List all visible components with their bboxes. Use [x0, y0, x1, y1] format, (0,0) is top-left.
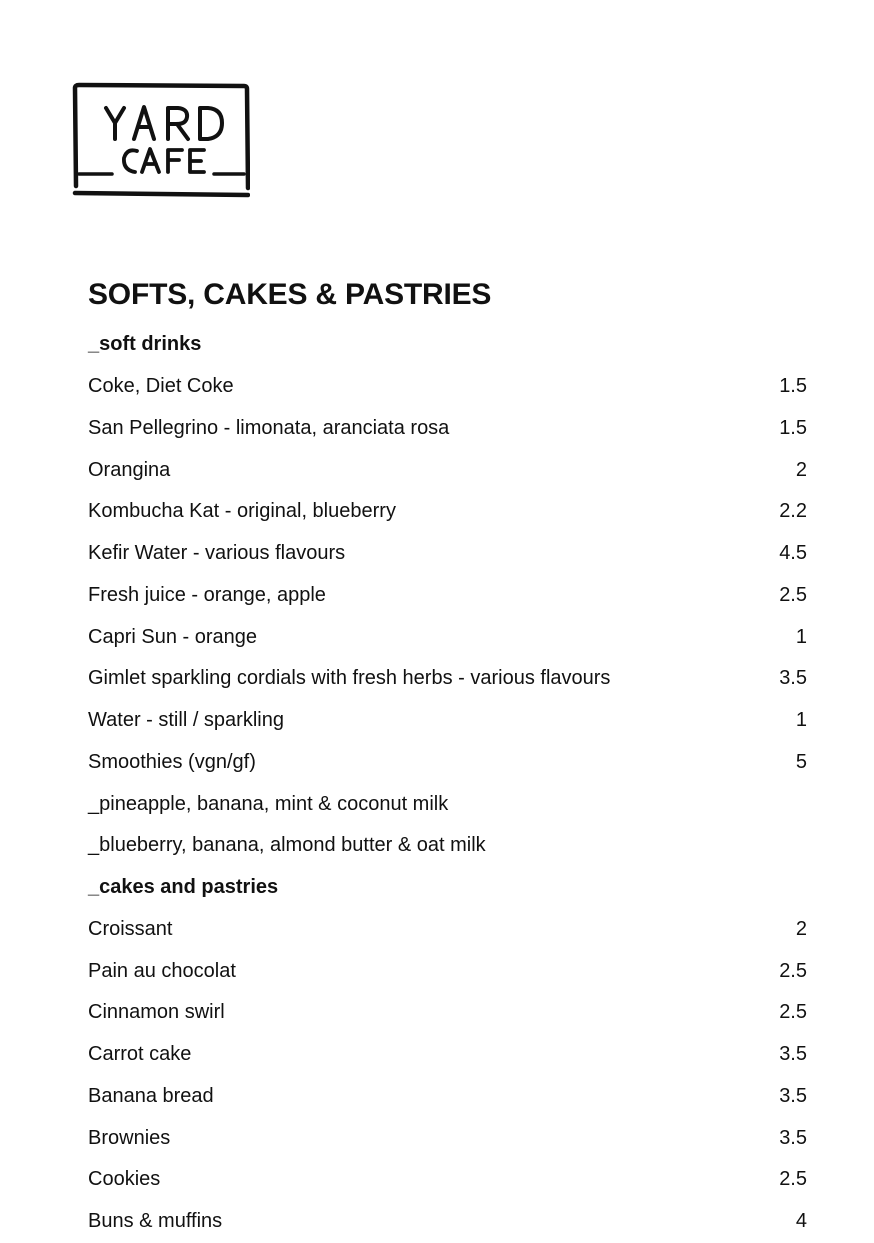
item-name: _pineapple, banana, mint & coconut milk: [88, 792, 449, 815]
item-price: 2: [795, 917, 807, 940]
page-title: SOFTS, CAKES & PASTRIES: [88, 278, 492, 311]
menu-item: [88, 950, 807, 992]
menu-item: [88, 742, 807, 784]
section-heading-soft-drinks: _soft drinks: [88, 333, 202, 356]
menu-item: [88, 575, 807, 617]
item-name: Fresh juice - orange, apple: [88, 583, 326, 606]
item-price: 2: [795, 458, 807, 481]
item-name: Buns & muffins: [88, 1210, 223, 1233]
item-price: 4.5: [779, 542, 807, 565]
item-name: Coke, Diet Coke: [88, 375, 234, 398]
menu-item: [88, 700, 807, 742]
section-heading-cakes-and-pastries: _cakes and pastries: [88, 876, 279, 899]
item-price: 3.5: [779, 1084, 807, 1107]
menu-item: [88, 1201, 807, 1243]
item-name: Capri Sun - orange: [88, 625, 257, 648]
item-name: Kefir Water - various flavours: [88, 542, 346, 565]
menu-item-option: [88, 783, 807, 825]
menu-item: [88, 1159, 807, 1201]
item-name: Smoothies (vgn/gf): [88, 750, 256, 773]
item-name: _blueberry, banana, almond butter & oat milk: [88, 834, 486, 857]
item-price: 2.5: [779, 959, 807, 982]
logo-graphic: [72, 82, 250, 198]
menu-item: [88, 658, 807, 700]
menu-item: [88, 992, 807, 1034]
item-name: Gimlet sparkling cordials with fresh herbs - various flavours: [88, 667, 611, 690]
item-price: 1.5: [779, 375, 807, 398]
menu-item: [88, 366, 807, 408]
yard-cafe-logo: [72, 82, 250, 198]
menu-list: [88, 324, 807, 1243]
item-price: 2.5: [779, 1168, 807, 1191]
item-name: Carrot cake: [88, 1043, 192, 1066]
menu-item: [88, 1034, 807, 1076]
item-name: San Pellegrino - limonata, aranciata rosa: [88, 416, 450, 439]
item-name: Water - still / sparkling: [88, 709, 284, 732]
item-price: 2.5: [779, 1001, 807, 1024]
item-price: 5: [795, 750, 807, 773]
menu-item: [88, 408, 807, 450]
item-price: 1: [795, 625, 807, 648]
menu-item: [88, 1117, 807, 1159]
item-price: 1: [795, 709, 807, 732]
menu-item: [88, 909, 807, 951]
item-price: 3.5: [779, 667, 807, 690]
item-price: 2.2: [779, 500, 807, 523]
menu-item: [88, 533, 807, 575]
menu-item: [88, 616, 807, 658]
item-name: Cookies: [88, 1168, 161, 1191]
item-name: Cinnamon swirl: [88, 1001, 225, 1024]
item-price: 3.5: [779, 1043, 807, 1066]
item-price: 3.5: [779, 1126, 807, 1149]
item-name: Pain au chocolat: [88, 959, 236, 982]
menu-item: [88, 1076, 807, 1118]
item-name: Croissant: [88, 917, 173, 940]
item-price: 4: [795, 1210, 807, 1233]
item-name: Orangina: [88, 458, 171, 481]
item-price: 2.5: [779, 583, 807, 606]
item-name: Banana bread: [88, 1084, 214, 1107]
menu-item-option: [88, 825, 807, 867]
item-name: Kombucha Kat - original, blueberry: [88, 500, 396, 523]
menu-item: [88, 491, 807, 533]
item-name: Brownies: [88, 1126, 171, 1149]
item-price: 1.5: [779, 416, 807, 439]
menu-item: [88, 449, 807, 491]
